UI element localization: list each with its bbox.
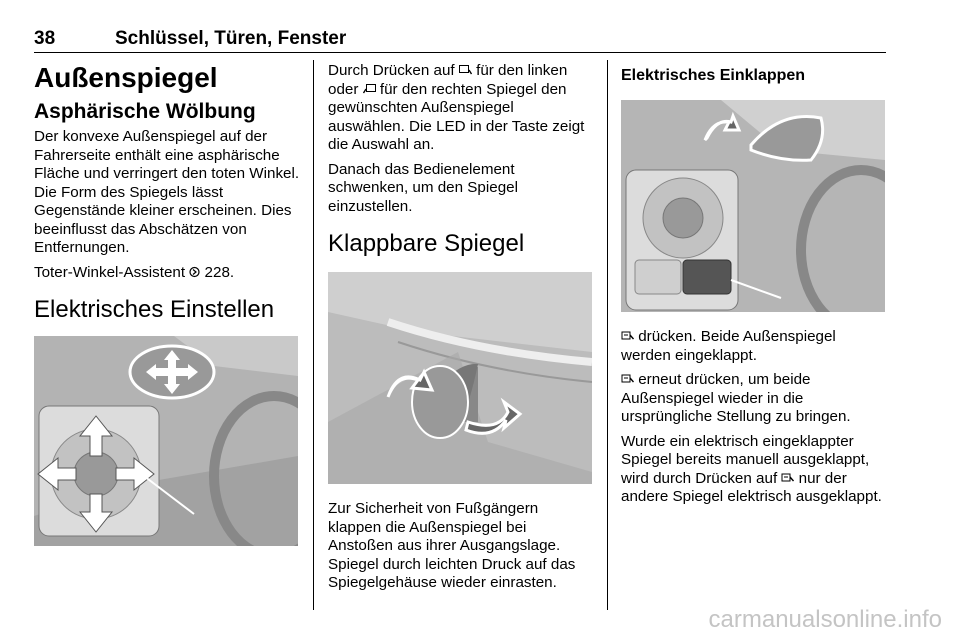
paragraph: Durch Drücken auf für den linken oder für den rechten Spiegel den gewünschten Außenspiegel auswählen. Die LED in der Taste zeigt die Auswahl an. <box>328 62 585 153</box>
section-heading: Klappbare Spiegel <box>328 230 525 257</box>
paragraph: Zur Sicherheit von Fußgängern klappen die Außenspiegel bei Anstoßen aus ihrer Ausgangslage. Spiegel durch leichten Druck auf das Spiegelgehäuse wieder einrasten. <box>328 500 576 591</box>
section-heading: Elektrisches Einstellen <box>34 296 275 323</box>
page-header <box>34 28 886 53</box>
column-1 <box>34 62 300 546</box>
column-2 <box>328 62 594 599</box>
running-title: Schlüssel, Türen, Fenster <box>115 28 347 49</box>
right-mirror-icon <box>363 84 376 95</box>
power-folding-illustration <box>621 100 885 312</box>
paragraph: erneut drücken, um beide Außenspiegel wieder in die ursprüngliche Stellung zu bringen. <box>621 371 851 425</box>
paragraph: drücken. Beide Außenspiegel werden eingeklappt. <box>621 328 836 364</box>
subsection-title: Asphärische Wölbung <box>34 100 256 123</box>
column-divider <box>607 60 608 610</box>
paragraph: Der konvexe Außenspiegel auf der Fahrerseite enthält eine asphärische Fläche und verringert den toten Winkel. Die Form des Spiegels lässt Gegenstände kleiner erscheinen. Dies beeinflusst das Abschätzen von Entfernungen. <box>34 128 300 256</box>
mirror-adjust-illustration <box>34 336 298 546</box>
page-number: 38 <box>34 28 56 49</box>
section-heading: Elektrisches Einklappen <box>621 67 806 84</box>
column-divider <box>313 60 314 610</box>
paragraph: Danach das Bedienelement schwenken, um den Spiegel einzustellen. <box>328 160 518 215</box>
section-title: Außenspiegel <box>34 62 218 93</box>
link-text[interactable]: Toter-Winkel-Assistent <box>34 263 186 281</box>
cross-reference <box>34 264 300 283</box>
arrow-reference-icon <box>189 264 204 281</box>
mirror-fold-icon <box>621 331 634 342</box>
folding-mirror-illustration <box>328 272 592 484</box>
mirror-fold-icon <box>781 473 794 484</box>
link-page[interactable]: 228. <box>204 263 235 281</box>
paragraph: Wurde ein elektrisch eingeklappter Spiegel bereits manuell ausgeklappt, wird durch Drücken auf nur der andere Spiegel elektrisch ausgeklappt. <box>621 432 882 505</box>
mirror-fold-icon <box>621 374 634 385</box>
column-3 <box>621 62 887 513</box>
watermark: carmanualsonline.info <box>708 606 942 633</box>
left-mirror-icon <box>459 65 472 76</box>
